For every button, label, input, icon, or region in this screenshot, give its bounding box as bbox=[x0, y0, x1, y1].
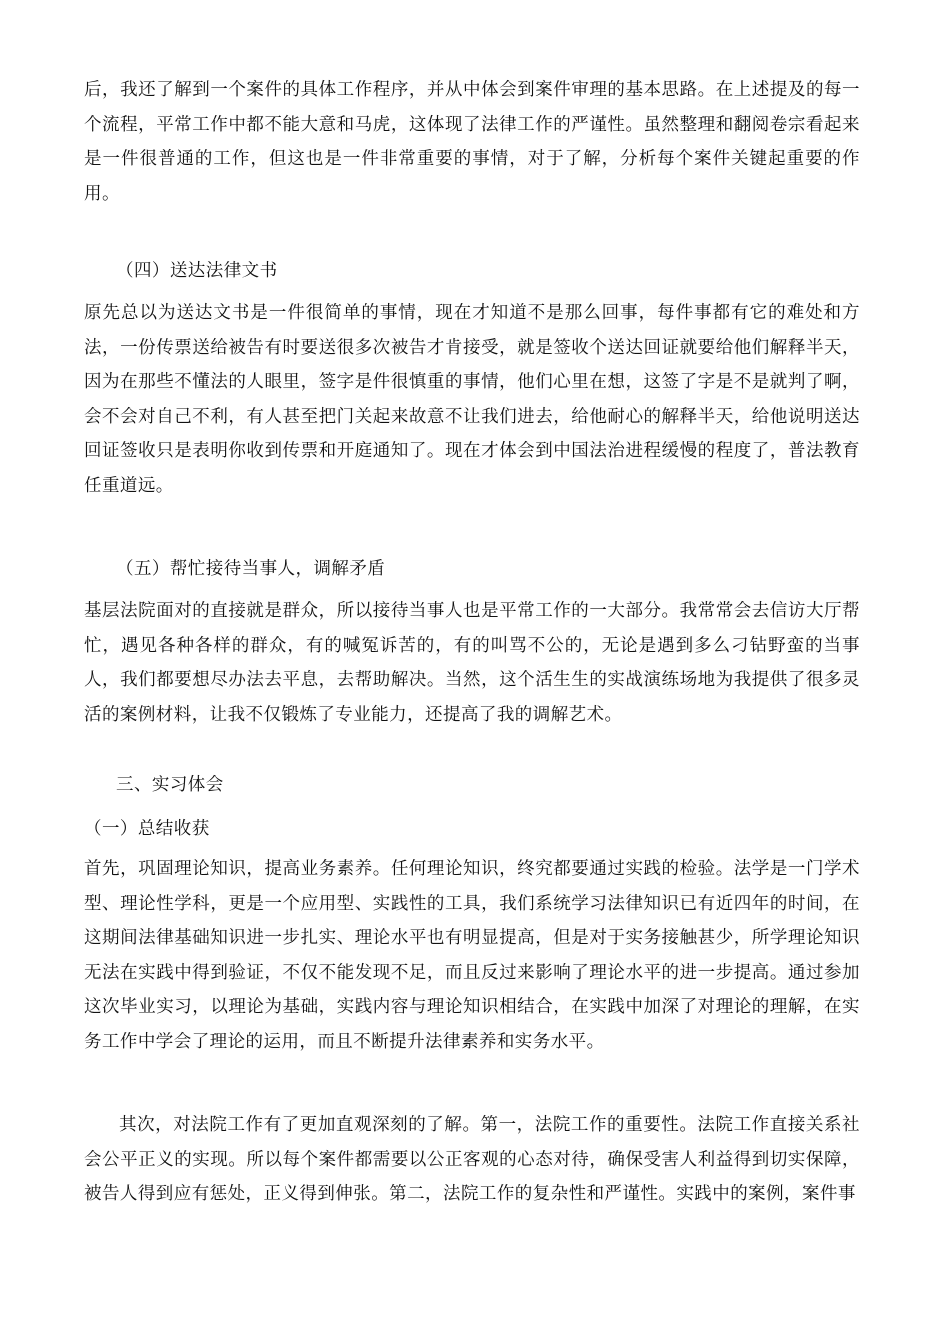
paragraph-serve-documents: 原先总以为送达文书是一件很简单的事情，现在才知道不是那么回事，每件事都有它的难处和方法，一份传票送给被告有时要送很多次被告才肯接受，就是签收个送达回证就要给他们解释半天，因为在那些不懂法的人眼里，签字是件很慎重的事情，他们心里在想，这签了字是不是就判了啊，会不会对自己不利，有人甚至把门关起来故意不让我们进去，给他耐心的解释半天，给他说明送达回证签收只是表明你收到传票和开庭通知了。现在才体会到中国法治进程缓慢的程度了，普法教育任重道远。 bbox=[84, 303, 860, 496]
heading-receive-parties-mediate: （五）帮忙接待当事人，调解矛盾 bbox=[116, 559, 386, 579]
paragraph-first-gain: 首先，巩固理论知识，提高业务素养。任何理论知识，终究都要通过实践的检验。法学是一门学术型、理论性学科，更是一个应用型、实践性的工具，我们系统学习法律知识已有近四年的时间，在这期间法律基础知识进一步扎实、理论水平也有明显提高，但是对于实务接触甚少，所学理论知识无法在实践中得到验证，不仅不能发现不足，而且反过来影响了理论水平的进一步提高。通过参加这次毕业实习，以理论为基础，实践内容与理论知识相结合，在实践中加深了对理论的理解，在实务工作中学会了理论的运用，而且不断提升法律素养和实务水平。 bbox=[84, 859, 860, 1052]
paragraph-case-procedure: 后，我还了解到一个案件的具体工作程序，并从中体会到案件审理的基本思路。在上述提及的每一个流程，平常工作中都不能大意和马虎，这体现了法律工作的严谨性。虽然整理和翻阅卷宗看起来是一件很普通的工作，但这也是一件非常重要的事情，对于了解，分析每个案件关键起重要的作用。 bbox=[84, 80, 860, 204]
section-heading-internship-experience: 三、实习体会 bbox=[116, 775, 224, 795]
subheading-summary-gains: （一）总结收获 bbox=[84, 819, 210, 839]
heading-serve-legal-documents: （四）送达法律文书 bbox=[116, 261, 278, 281]
paragraph-second-gain: 其次，对法院工作有了更加直观深刻的了解。第一，法院工作的重要性。法院工作直接关系社会公平正义的实现。所以每个案件都需要以公正客观的心态对待，确保受害人利益得到切实保障，被告人得到应有惩处，正义得到伸张。第二，法院工作的复杂性和严谨性。实践中的案例，案件事 bbox=[84, 1115, 860, 1204]
paragraph-receive-parties: 基层法院面对的直接就是群众，所以接待当事人也是平常工作的一大部分。我常常会去信访大厅帮忙，遇见各种各样的群众，有的喊冤诉苦的，有的叫骂不公的，无论是遇到多么刁钻野蛮的当事人，我们都要想尽办法去平息，去帮助解决。当然，这个活生生的实战演练场地为我提供了很多灵活的案例材料，让我不仅锻炼了专业能力，还提高了我的调解艺术。 bbox=[84, 601, 860, 725]
